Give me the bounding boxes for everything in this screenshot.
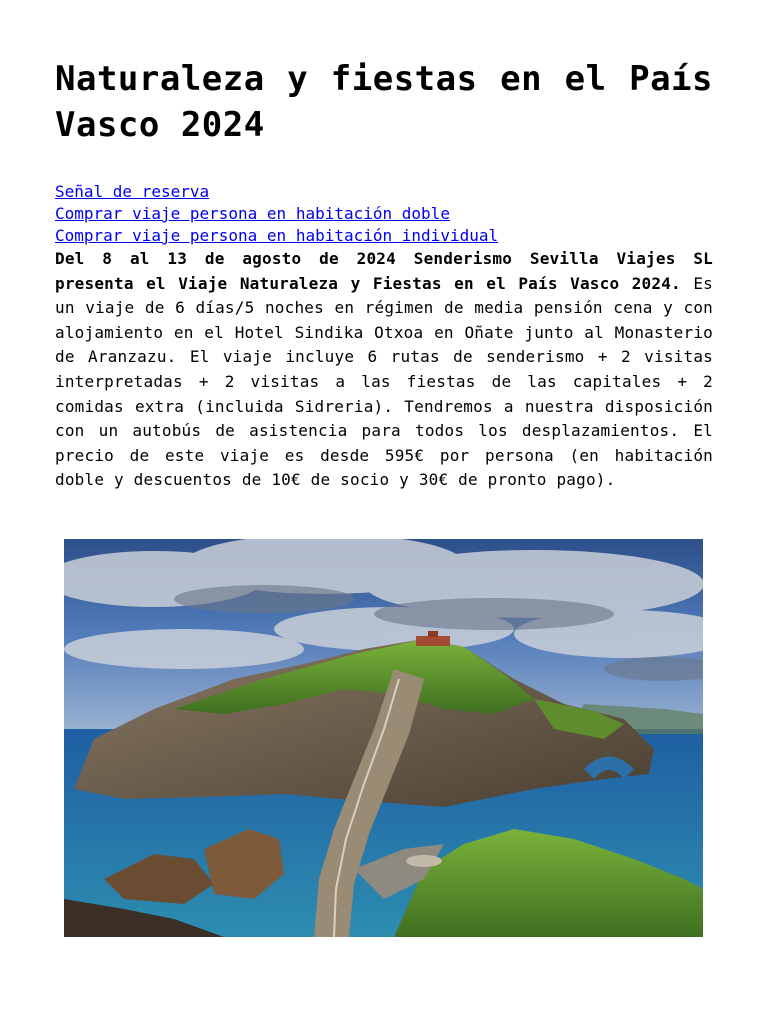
purchase-links [55,181,713,247]
trip-description [55,247,713,493]
buy-double-room-link[interactable]: Comprar viaje persona en habitación doble [55,204,450,223]
article [55,0,713,493]
buy-single-room-link[interactable]: Comprar viaje persona en habitación individual [55,226,499,245]
deposit-link[interactable]: Señal de reserva [55,182,210,201]
page-title: Naturaleza y fiestas en el País Vasco 2024 [55,59,713,145]
coastal-island-photo [64,539,703,937]
trip-intro-bold: Del 8 al 13 de agosto de 2024 Senderismo Sevilla Viajes SL presenta el Viaje Naturaleza y Fiestas en el País Vasco 2024. [55,249,713,293]
trip-intro-text: Es un viaje de 6 días/5 noches en régimen de media pensión cena y con alojamiento en el Hotel Sindika Otxoa en Oñate junto al Monasterio de Aranzazu. El viaje incluye 6 rutas de senderismo + 2 visitas interpretadas + 2 visitas a las fiestas de las capitales + 2 comidas extra (incluida Sidreria). Tendremos a nuestra disposición con un autobús de asistencia para todos los desplazamientos. El precio de este viaje es desde 595€ por persona (en habitación doble y descuentos de 10€ de socio y 30€ de pronto pago). [55,273,713,490]
